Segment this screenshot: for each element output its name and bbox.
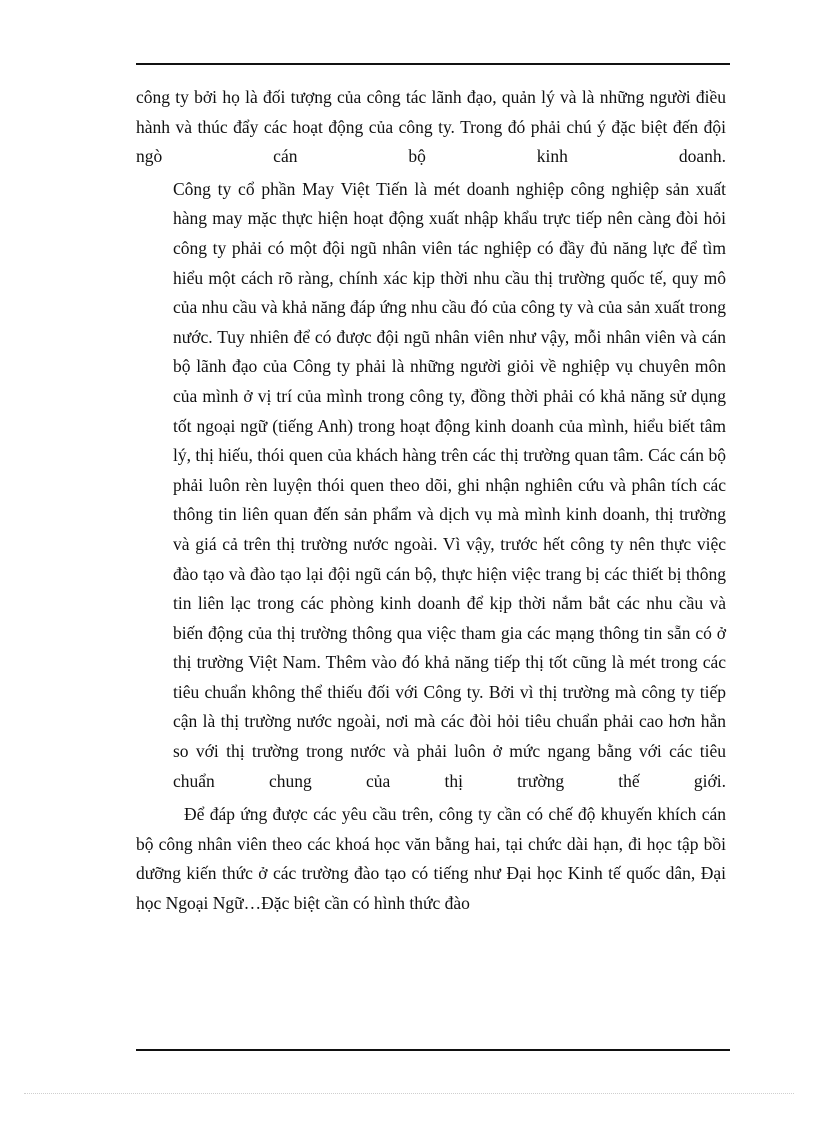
paragraph-1: công ty bởi họ là đối tượng của công tác lãnh đạo, quản lý và là những người điều hành và thúc đẩy các hoạt động của công ty. Trong đó phải chú ý đặc biệt đến đội ngò cán bộ kinh doanh.	[136, 87, 726, 167]
paragraph-3: Để đáp ứng được các yêu cầu trên, công ty cần có chế độ khuyến khích cán bộ công nhân viên theo các khoá học văn bằng hai, tại chức dài hạn, đi học tập bồi dưỡng kiến thức ở các trường đào tạo có tiếng như Đại học Kinh tế quốc dân, Đại học Ngoại Ngữ…Đặc biệt cần có hình thức đào	[136, 804, 726, 914]
footer-rule	[136, 1049, 730, 1051]
document-body	[136, 83, 726, 919]
header-rule	[136, 63, 730, 65]
paragraph-2: Công ty cổ phần May Việt Tiến là mét doanh nghiệp công nghiệp sản xuất hàng may mặc thực hiện hoạt động xuất nhập khẩu trực tiếp nên càng đòi hỏi công ty phải có một đội ngũ nhân viên tác nghiệp có đầy đủ năng lực để tìm hiểu một cách rõ ràng, chính xác kịp thời nhu cầu thị trường quốc tế, quy mô của nhu cầu và khả năng đáp ứng nhu cầu đó của công ty và của sản xuất trong nước. Tuy nhiên để có được đội ngũ nhân viên như vậy, mỗi nhân viên và cán bộ lãnh đạo của Công ty phải là những người giỏi về nghiệp vụ chuyên môn của mình ở vị trí của mình trong công ty, đồng thời phải có khả năng sử dụng tốt ngoại ngữ (tiếng Anh) trong hoạt động kinh doanh của mình, hiểu biết tâm lý, thị hiếu, thói quen của khách hàng trên các thị trường quan tâm. Các cán bộ phải luôn rèn luyện thói quen theo dõi, ghi nhận nghiên cứu và phân tích các thông tin liên quan đến sản phẩm và dịch vụ mà mình kinh doanh, thị trường và giá cả trên thị trường nước ngoài. Vì vậy, trước hết công ty nên thực việc đào tạo và đào tạo lại đội ngũ cán bộ, thực hiện việc trang bị các thiết bị thông tin liên lạc trong các phòng kinh doanh để kịp thời nắm bắt các nhu cầu và biến động của thị trường thông qua việc tham gia các mạng thông tin sẵn có ở thị trường Việt Nam. Thêm vào đó khả năng tiếp thị tốt cũng là mét trong các tiêu chuẩn không thể thiếu đối với Công ty. Bởi vì thị trường mà công ty tiếp cận là thị trường nước ngoài, nơi mà các đòi hỏi tiêu chuẩn phải cao hơn hẳn so với thị trường trong nước và phải luôn ở mức ngang bằng với các tiêu chuẩn chung của thị trường thế giới.	[173, 178, 726, 791]
page-edge-dotted-line	[24, 1093, 794, 1094]
